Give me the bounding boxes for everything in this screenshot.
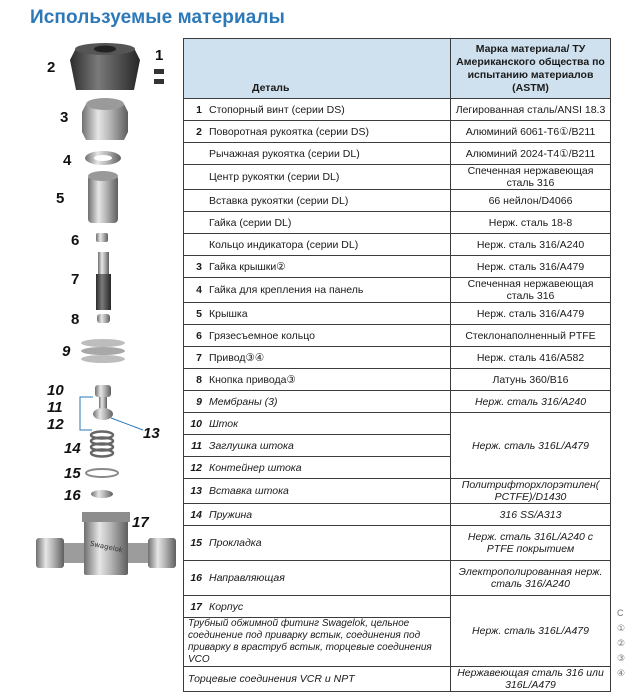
- table-row: [184, 256, 611, 278]
- row-part: Кольцо индикатора (серии DL): [209, 238, 359, 251]
- table-row: [184, 121, 611, 143]
- table-row: [184, 278, 611, 303]
- row-part: Корпус: [209, 600, 244, 613]
- label-14: 14: [64, 440, 81, 457]
- label-3: 3: [60, 109, 69, 126]
- row-num: 16: [190, 572, 202, 584]
- row-material: 316 SS/A313: [451, 504, 611, 526]
- table-row: [184, 234, 611, 256]
- row-num: 7: [196, 351, 202, 364]
- row-num: 17: [190, 600, 202, 613]
- table-row: [184, 165, 611, 190]
- row-part: Направляющая: [209, 572, 285, 584]
- bonnet-part: [88, 171, 118, 223]
- table-row: [184, 369, 611, 391]
- row-part: Кнопка привода③: [209, 373, 296, 386]
- actuator-button-part: [97, 314, 110, 323]
- table-row: [184, 526, 611, 561]
- row-num: 4: [196, 284, 202, 296]
- row-part: Контейнер штока: [209, 461, 302, 474]
- edge-mark: ①: [617, 623, 625, 633]
- table-header-row: [184, 39, 611, 99]
- table-row: [184, 190, 611, 212]
- row-material: Алюминий 2024-T4①/B211: [451, 143, 611, 165]
- table-row: [184, 561, 611, 596]
- edge-mark: С: [617, 608, 624, 618]
- stem-assembly-part: [80, 385, 143, 430]
- label-1: 1: [155, 47, 164, 64]
- table-row: [184, 99, 611, 121]
- row-material: Электрополированная нерж. сталь 316/A240: [451, 561, 611, 596]
- label-10: 10: [47, 382, 64, 399]
- row-material: Спеченная нержавеющая сталь 316: [451, 278, 611, 303]
- row-num: 1: [196, 103, 202, 116]
- table-row: [184, 212, 611, 234]
- label-11: 11: [47, 399, 63, 416]
- row-part: Заглушка штока: [209, 439, 294, 452]
- exploded-view-illustration: [0, 0, 183, 699]
- row-material: Спеченная нержавеющая сталь 316: [451, 165, 611, 190]
- row-material: Нерж. сталь 416/A582: [451, 347, 611, 369]
- table-row: [184, 667, 611, 692]
- row-part: Гайка (серии DL): [209, 216, 292, 229]
- row-part: Крышка: [209, 307, 248, 320]
- edge-mark: ④: [617, 668, 625, 678]
- row-num: 3: [196, 260, 202, 273]
- row-num: 15: [190, 537, 202, 549]
- label-15: 15: [64, 465, 81, 482]
- row-part: Вставка штока: [209, 485, 289, 497]
- row-material: Нерж. сталь 316/A479: [451, 303, 611, 325]
- label-8: 8: [71, 311, 80, 328]
- row-part: Мембраны (3): [209, 395, 278, 408]
- row-num: 12: [190, 461, 202, 474]
- table-row: [184, 325, 611, 347]
- row-part: Шток: [209, 417, 239, 430]
- row-num: 2: [196, 125, 202, 138]
- diaphragms-part: [81, 339, 125, 363]
- edge-mark: ③: [617, 653, 625, 663]
- row-part: Поворотная рукоятка (серии DS): [209, 125, 369, 138]
- row-material: Политрифторхлорэтилен( PCTFE)/D1430: [451, 479, 611, 504]
- row-material: Нерж. сталь 18-8: [451, 212, 611, 234]
- row-material: Нерж. сталь 316/A240: [451, 234, 611, 256]
- handle-knob-part: [70, 43, 140, 90]
- spring-part: [91, 432, 113, 457]
- row-num: 10: [190, 417, 202, 430]
- row-part: Прокладка: [209, 537, 262, 549]
- row-material: 66 нейлон/D4066: [451, 190, 611, 212]
- row-material: Нерж. сталь 316L/A479: [451, 413, 611, 479]
- row-part: Стопорный винт (серии DS): [209, 103, 345, 116]
- row-part: Торцевые соединения VCR и NPT: [188, 673, 355, 685]
- row-material: Стеклонаполненный PTFE: [451, 325, 611, 347]
- materials-table: [183, 38, 611, 692]
- guide-part: [91, 490, 113, 498]
- body-marking: Swagelok: [89, 539, 124, 555]
- edge-mark: ②: [617, 638, 625, 648]
- row-num: 13: [190, 485, 202, 497]
- row-num: 5: [196, 307, 202, 320]
- header-part: Деталь: [184, 39, 451, 99]
- label-17: 17: [132, 514, 149, 531]
- actuator-part: [96, 252, 111, 310]
- table-row: [184, 303, 611, 325]
- row-material: Нержавеющая сталь 316 или 316L/A479: [451, 667, 611, 692]
- row-num: 9: [196, 395, 202, 408]
- row-part: Рычажная рукоятка (серии DL): [209, 147, 360, 160]
- row-material: Алюминий 6061-T6①/B211: [451, 121, 611, 143]
- table-row: [184, 504, 611, 526]
- row-material: Латунь 360/B16: [451, 369, 611, 391]
- table-row: [184, 479, 611, 504]
- row-part: Грязесъемное кольцо: [209, 329, 315, 342]
- header-material: Марка материала/ ТУ Американского общества по испытанию материалов (ASTM): [451, 39, 611, 99]
- row-num: 8: [196, 373, 202, 386]
- label-13: 13: [143, 425, 160, 442]
- label-6: 6: [71, 232, 80, 249]
- label-9: 9: [62, 343, 71, 360]
- page-title: Используемые материалы: [30, 7, 285, 28]
- row-material: Нерж. сталь 316L/A479: [451, 596, 611, 667]
- label-2: 2: [47, 59, 56, 76]
- label-12: 12: [47, 416, 64, 433]
- row-material: Нерж. сталь 316L/A240 с PTFE покрытием: [451, 526, 611, 561]
- label-16: 16: [64, 487, 81, 504]
- row-part: Привод③④: [209, 351, 265, 364]
- table-row: [184, 347, 611, 369]
- row-material: Нерж. сталь 316/A240: [451, 391, 611, 413]
- table-row: [184, 596, 611, 618]
- row-material: Нерж. сталь 316/A479: [451, 256, 611, 278]
- row-part: Гайка крышки②: [209, 260, 286, 273]
- table-row: [184, 391, 611, 413]
- wiper-ring-part: [96, 233, 108, 242]
- row-material: Легированная сталь/ANSI 18.3: [451, 99, 611, 121]
- row-part: Пружина: [209, 508, 253, 521]
- label-4: 4: [63, 152, 72, 169]
- gasket-part: [86, 469, 118, 477]
- row-part: Вставка рукоятки (серии DL): [209, 194, 349, 207]
- label-5: 5: [56, 190, 65, 207]
- row-num: 11: [191, 439, 202, 452]
- table-row: [184, 413, 611, 435]
- set-screw-part: [154, 69, 164, 84]
- row-num: 14: [190, 508, 202, 521]
- row-part: Центр рукоятки (серии DL): [209, 171, 340, 183]
- row-num: 6: [196, 329, 202, 342]
- valve-body-part: [36, 512, 176, 575]
- label-7: 7: [71, 271, 80, 288]
- table-row: [184, 143, 611, 165]
- bonnet-nut-part: [82, 98, 128, 140]
- row-note: Трубный обжимной фитинг Swagelok, цельное соединение под приварку встык, соединения под приварку в враструб встык, торцевые соединения VCO: [184, 618, 451, 667]
- row-part: Гайка для крепления на панель: [209, 284, 364, 296]
